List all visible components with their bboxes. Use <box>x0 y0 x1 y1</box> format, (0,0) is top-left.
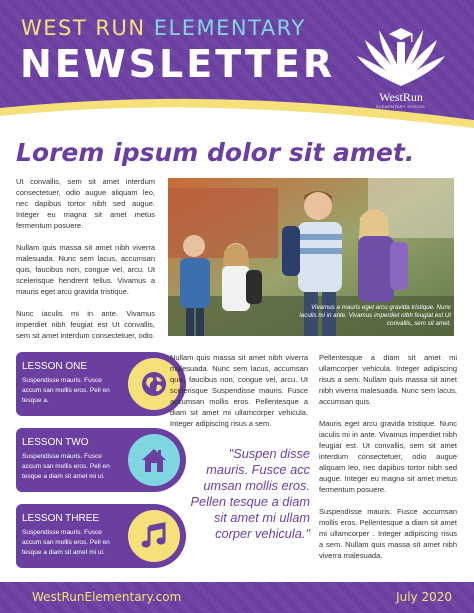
newsletter-title: NEWSLETTER <box>20 42 336 86</box>
intro-paragraph: Nullam quis massa sit amet nibh viverra malesuada. Nunc sem lacus, accumsan quis, faucibus non, congue vel, arcu. Ut scelerisque hendrerit tellus. Vivamus a mauris eget arcu gravida tristique. <box>16 243 155 296</box>
house-icon <box>139 445 169 475</box>
lesson-one-card <box>16 352 186 416</box>
lesson-description: Suspendisse mauris. Fusce accum san mollis eros. Pell en tesque a diam sit amet mi ul. <box>22 529 110 556</box>
logo-tagline: ELEMENTARY SCHOOL <box>376 104 426 109</box>
newsletter-footer <box>0 582 474 613</box>
header-wave-divider <box>0 94 474 138</box>
pull-quote: "Suspen disse mauris. Fusce acc umsan mollis eros. Pellen tesque a diam sit amet mi ullam corper vehicula." <box>190 446 310 541</box>
intro-paragraph: Nunc iaculis mi in ante. Vivamus imperdiet nibh feugiat est Ut convallis, sem sit amet interdum consectetuer, odio. <box>16 309 155 340</box>
intro-paragraph: Ut convallis, sem sit amet interdum consectetuer, odio augue aliquam leo, nec dapibus tortor nibh sed augue. Integer eu magna sit amet metus fermentum posuere. <box>16 177 155 230</box>
article-column-3 <box>319 352 457 572</box>
article-paragraph: Pellentesque a diam sit amet mi ullamcorper vehicula. Integer adipiscing risus a sem. Nullam quis massa sit amet nibh viverra malesuada. Nunc sem lacus, accumsan quis. <box>319 353 457 406</box>
photo-caption: Vivamus a mauris eget arcu gravida tristique. Nunc iaculis mi in ante. Vivamus imperdiet nibh feugiat est Ut convallis, sem sit amet. <box>299 304 451 327</box>
issue-date: July 2020 <box>396 590 452 604</box>
school-name-part2: ELEMENTARY <box>153 16 306 40</box>
logo-name: WestRun <box>379 90 423 104</box>
lesson-title: LESSON TWO <box>22 437 89 448</box>
article-paragraph: Suspendisse mauris. Fusce accumsan mollis eros. Pellentesque a diam sit amet mi ullamcorper . Integer adipiscing risus a sem. Nullam quis massa sit amet nibh viverra malesuada. <box>319 507 457 560</box>
lesson-badge <box>128 510 180 562</box>
lesson-description: Suspendisse mauris. Fusce accum san mollis eros. Pell en tesque a diam sit amet mi ul. <box>22 453 110 480</box>
lesson-two-card <box>16 428 186 492</box>
lesson-description: Suspendisse mauris. Fusce accum san mollis eros. Pell en tesque a. <box>22 377 110 404</box>
lesson-badge <box>128 434 180 486</box>
lesson-three-card <box>16 504 186 568</box>
school-logo-icon <box>355 20 447 90</box>
school-name <box>21 16 306 40</box>
lesson-title: LESSON ONE <box>22 361 88 372</box>
article-paragraph: Mauris eget arcu gravida tristique. Nunc iaculis mi in ante. Vivamus imperdiet nibh feugiat est. Ut convallis, sem sit amet interdum consectetuer, odio augue aliquam leo, nec dapibus tortor nibh sed augue. Integer eu magna sit amet metus fermentum posuere. <box>319 419 457 494</box>
website-link[interactable]: WestRunElementary.com <box>32 590 182 604</box>
school-name-part1: WEST RUN <box>21 16 146 40</box>
article-column-2: Nullam quis massa sit amet nibh viverra malesuada. Nunc sem lacus, accumsan quis, faucibus non, congue vel, arcu. Ut scelerisque Suspendisse mauris. Fusce accumsan mollis eros. Pellentesque a diam sit amet mi ullamcorper vehicula. Integer adipiscing risus a sem. <box>170 353 308 428</box>
main-headline: Lorem ipsum dolor sit amet. <box>16 138 415 167</box>
globe-icon <box>139 369 169 399</box>
intro-column <box>16 176 155 352</box>
lesson-title: LESSON THREE <box>22 513 100 524</box>
music-note-icon <box>139 521 169 551</box>
newsletter-header <box>0 0 474 138</box>
